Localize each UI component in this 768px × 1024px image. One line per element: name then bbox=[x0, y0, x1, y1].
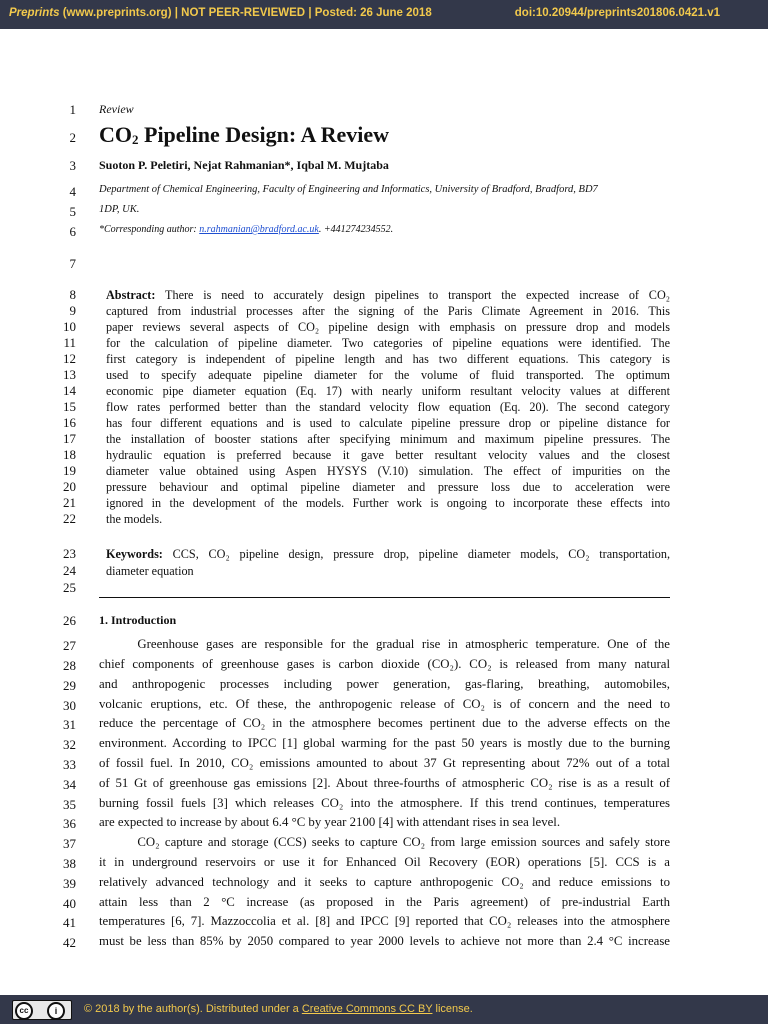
body-line: Greenhouse gases are responsible for the gradual rise in atmospheric temperature. One of the bbox=[99, 637, 670, 651]
authors: Suoton P. Peletiri, Nejat Rahmanian*, Iqbal M. Mujtaba bbox=[99, 158, 389, 172]
keywords-line-2: diameter equation bbox=[106, 564, 194, 578]
line-number: 13 bbox=[63, 367, 76, 382]
line-number: 19 bbox=[63, 463, 76, 478]
line-number: 27 bbox=[63, 638, 76, 653]
line-number: 37 bbox=[63, 836, 76, 851]
line-number: 8 bbox=[69, 287, 76, 302]
line-number: 26 bbox=[63, 613, 76, 628]
abstract-line: hydraulic equation is preferred because it gave better resultant velocity values and the closest bbox=[106, 448, 670, 462]
banner-left bbox=[9, 7, 432, 19]
line-number: 42 bbox=[63, 935, 76, 950]
body-line: CO₂ capture and storage (CCS) seeks to capture CO₂ from large emission sources and safely store bbox=[99, 835, 670, 849]
line-number: 6 bbox=[69, 224, 76, 239]
line-number: 7 bbox=[69, 256, 76, 271]
corr-phone: . +441274234552. bbox=[318, 224, 394, 235]
line-number: 39 bbox=[63, 876, 76, 891]
body-line: environment. According to IPCC [1] global warming for the past 50 years is mostly due to the burning bbox=[99, 736, 670, 750]
top-banner bbox=[0, 0, 768, 29]
footer-copyright: © 2018 by the author(s). Distributed under a bbox=[84, 1003, 302, 1015]
line-number: 22 bbox=[63, 511, 76, 526]
keywords-text: CCS, CO₂ pipeline design, pressure drop, pipeline diameter models, CO₂ transportation, bbox=[162, 547, 670, 561]
body-line: of fossil fuel. In 2010, CO₂ emissions amounted to about 37 Gt representing about 72% out of a total bbox=[99, 756, 670, 770]
section-heading: 1. Introduction bbox=[99, 613, 177, 627]
line-number: 14 bbox=[63, 383, 76, 398]
line-number: 3 bbox=[69, 158, 76, 173]
body-line: must be less than 85% by 2050 compared to year 2000 levels to achieve not more than 2.4 °C increase bbox=[99, 934, 670, 948]
footer-license-text bbox=[84, 1003, 473, 1015]
banner-site-url[interactable]: (www.preprints.org) bbox=[62, 7, 172, 19]
line-number: 31 bbox=[63, 717, 76, 732]
title-subscript: 2 bbox=[132, 132, 139, 147]
abstract-text: There is need to accurately design pipelines to transport the expected increase of CO₂ bbox=[155, 288, 670, 302]
banner-posted: Posted: 26 June 2018 bbox=[314, 7, 432, 19]
affiliation-line-1: Department of Chemical Engineering, Faculty of Engineering and Informatics, University of Bradford, Bradford, BD7 bbox=[99, 184, 598, 195]
line-number: 9 bbox=[69, 303, 76, 318]
section-divider bbox=[99, 597, 670, 598]
line-number: 35 bbox=[63, 797, 76, 812]
line-number: 17 bbox=[63, 431, 76, 446]
abstract-line: the installation of booster stations after specifying minimum and maximum pipeline pressures. The bbox=[106, 432, 670, 446]
body-line: temperatures [6, 7]. Mazzoccolia et al. [8] and IPCC [9] reported that CO₂ releases into the atmosphere bbox=[99, 914, 670, 928]
body-line: and anthropogenic processes including power generation, gas-flaring, breathing, automobiles, bbox=[99, 677, 670, 691]
banner-sep-2: | bbox=[308, 7, 312, 19]
line-number: 12 bbox=[63, 351, 76, 366]
body-line: attain less than 2 °C increase (as proposed in the Paris agreement) of pre-industrial Earth bbox=[99, 895, 670, 909]
abstract-line: for the calculation of pipeline diameter. Two categories of pipeline equations were identified. The bbox=[106, 336, 670, 350]
body-line: of 51 Gt of greenhouse gas emissions [2]. About three-fourths of atmospheric CO₂ rise is as a result of bbox=[99, 776, 670, 790]
license-link[interactable]: Creative Commons CC BY bbox=[301, 1003, 433, 1015]
line-number: 23 bbox=[63, 546, 76, 561]
corr-label: *Corresponding author: bbox=[99, 224, 200, 235]
line-number: 4 bbox=[69, 184, 76, 199]
keywords-label: Keywords: bbox=[106, 547, 163, 561]
line-number: 25 bbox=[63, 580, 76, 595]
body-line: are expected to increase by about 6.4 °C by year 2100 [4] with attendant rises in sea level. bbox=[99, 815, 561, 829]
banner-doi[interactable]: doi:10.20944/preprints201806.0421.v1 bbox=[514, 7, 720, 19]
line-number: 18 bbox=[63, 447, 76, 462]
line-number: 10 bbox=[63, 319, 76, 334]
line-number: 15 bbox=[63, 399, 76, 414]
abstract-line: pressure behaviour and optimal pipeline diameter and pressure loss due to acceleration were bbox=[106, 480, 670, 494]
line-number: 41 bbox=[63, 915, 76, 930]
abstract-line: economic pipe diameter equation (Eq. 17) with nearly uniform resultant velocity values at different bbox=[106, 384, 670, 398]
line-number: 29 bbox=[63, 678, 76, 693]
line-number: 38 bbox=[63, 856, 76, 871]
affiliation-line-2: 1DP, UK. bbox=[99, 204, 140, 215]
abstract-line: first category is independent of pipeline length and has two different equations. This category is bbox=[106, 352, 670, 366]
line-number: 2 bbox=[69, 130, 76, 145]
body-line: volcanic eruptions, etc. Of these, the anthropogenic release of CO₂ is of concern and the need to bbox=[99, 697, 670, 711]
paper-title bbox=[99, 122, 389, 148]
body-line: reduce the percentage of CO₂ in the atmosphere becomes pertinent due to the adverse effects on the bbox=[99, 716, 670, 730]
corresponding-author bbox=[99, 224, 393, 235]
abstract-label: Abstract: bbox=[106, 288, 156, 302]
body-line: it in underground reservoirs or use it for Enhanced Oil Recovery (EOR) operations [5]. CCS is a bbox=[99, 855, 670, 869]
abstract-line: ignored in the development of the models. Further work is ongoing to incorporate these effects into bbox=[106, 496, 670, 510]
article-type: Review bbox=[99, 102, 134, 116]
abstract-line: has four different equations and is used to calculate pipeline pressure drop or pipeline distance for bbox=[106, 416, 670, 430]
title-part-1: CO bbox=[99, 122, 132, 147]
line-number: 30 bbox=[63, 698, 76, 713]
banner-status: NOT PEER-REVIEWED bbox=[181, 7, 306, 19]
line-number: 24 bbox=[63, 563, 76, 578]
line-number: 34 bbox=[63, 777, 76, 792]
cc-by-badge[interactable] bbox=[12, 1000, 72, 1020]
attribution-icon: i bbox=[47, 1002, 65, 1020]
line-number: 36 bbox=[63, 816, 76, 831]
line-number: 32 bbox=[63, 737, 76, 752]
cc-icon: cc bbox=[15, 1002, 33, 1020]
abstract-line: used to specify adequate pipeline diameter for the volume of fluid transported. The optimum bbox=[106, 368, 670, 382]
line-number: 20 bbox=[63, 479, 76, 494]
banner-site[interactable]: Preprints bbox=[9, 7, 60, 19]
line-number: 5 bbox=[69, 204, 76, 219]
body-line: burning fossil fuels [3] which releases CO₂ into the atmosphere. If this trend continues, temperatures bbox=[99, 796, 670, 810]
abstract-line bbox=[106, 287, 670, 303]
line-number: 21 bbox=[63, 495, 76, 510]
line-number: 28 bbox=[63, 658, 76, 673]
line-number: 33 bbox=[63, 757, 76, 772]
footer-license-tail: license. bbox=[432, 1003, 473, 1015]
line-number: 40 bbox=[63, 896, 76, 911]
line-number: 16 bbox=[63, 415, 76, 430]
banner-sep-1: | bbox=[174, 7, 178, 19]
body-line: relatively advanced technology and it seeks to capture anthropogenic CO₂ and reduce emissions to bbox=[99, 875, 670, 889]
line-number: 11 bbox=[63, 335, 76, 350]
abstract-line: the models. bbox=[106, 512, 163, 526]
title-part-2: Pipeline Design: A Review bbox=[138, 122, 390, 147]
abstract-line: flow rates performed better than the standard velocity flow equation (Eq. 20). The second category bbox=[106, 400, 670, 414]
keywords-line-1 bbox=[106, 546, 670, 562]
abstract-line: diameter value obtained using Aspen HYSYS (V.10) simulation. The effect of impurities on the bbox=[106, 464, 670, 478]
body-line: chief components of greenhouse gases is carbon dioxide (CO₂). CO₂ is released from many natural bbox=[99, 657, 670, 671]
abstract-line: paper reviews several aspects of CO₂ pipeline design with emphasis on pressure drop and models bbox=[106, 320, 670, 334]
line-number: 1 bbox=[69, 102, 76, 117]
footer-banner bbox=[0, 995, 768, 1024]
corr-email-link[interactable]: n.rahmanian@bradford.ac.uk bbox=[199, 224, 319, 235]
abstract-line: captured from industrial processes after the signing of the Paris Climate Agreement in 2016. This bbox=[106, 304, 670, 318]
